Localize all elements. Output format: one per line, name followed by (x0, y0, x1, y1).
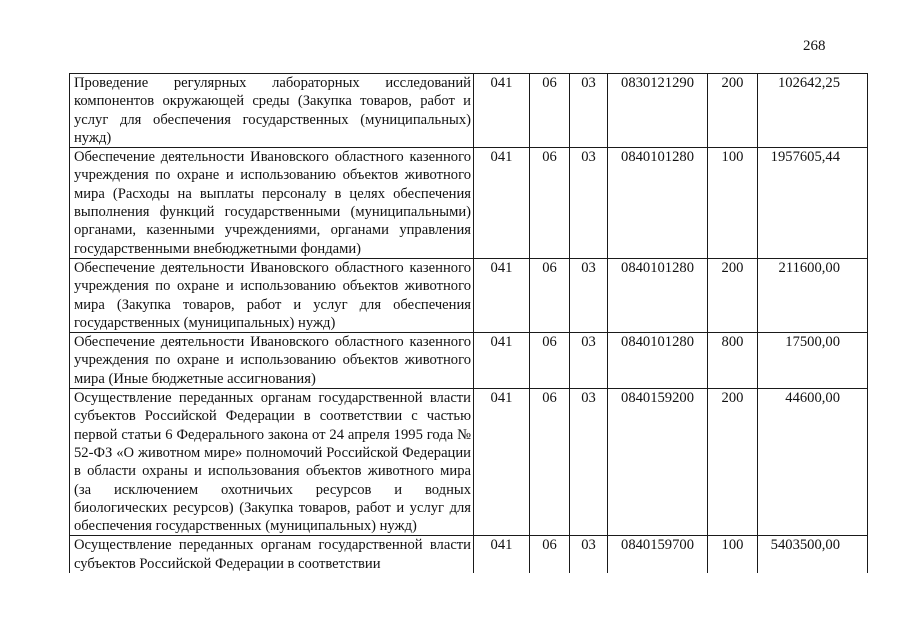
amount-cell: 1957605,44 (758, 148, 868, 259)
expense-name-cell: Проведение регулярных лабораторных исследований компонентов окружающей среды (Закупка товаров, работ и услуг для обеспечения государственных (муниципальных) нужд) (70, 74, 474, 148)
amount-cell: 5403500,00 (758, 536, 868, 573)
expense-name-cell: Обеспечение деятельности Ивановского областного казенного учреждения по охране и использованию объектов животного мира (Закупка товаров, работ и услуг для обеспечения государственных (муниципальных) нужд) (70, 258, 474, 332)
section-code-cell: 06 (530, 536, 570, 573)
subsection-code-cell: 03 (570, 258, 608, 332)
target-article-cell: 0840101280 (608, 333, 708, 389)
expense-name-cell: Обеспечение деятельности Ивановского областного казенного учреждения по охране и использованию объектов животного мира (Иные бюджетные ассигнования) (70, 333, 474, 389)
section-code-cell: 06 (530, 258, 570, 332)
expense-type-cell: 200 (708, 258, 758, 332)
section-code-cell: 06 (530, 74, 570, 148)
section-code-cell: 06 (530, 148, 570, 259)
amount-cell: 44600,00 (758, 389, 868, 536)
table-row (70, 389, 868, 536)
budget-table (69, 73, 868, 573)
table-row (70, 258, 868, 332)
table-row (70, 74, 868, 148)
ministry-code-cell: 041 (474, 258, 530, 332)
table-row (70, 536, 868, 573)
table-row (70, 148, 868, 259)
ministry-code-cell: 041 (474, 536, 530, 573)
ministry-code-cell: 041 (474, 389, 530, 536)
expense-name-cell: Осуществление переданных органам государственной власти субъектов Российской Федерации в соответствии (70, 536, 474, 573)
amount-cell: 17500,00 (758, 333, 868, 389)
page-bottom-margin (0, 582, 905, 640)
ministry-code-cell: 041 (474, 333, 530, 389)
target-article-cell: 0840101280 (608, 148, 708, 259)
subsection-code-cell: 03 (570, 333, 608, 389)
target-article-cell: 0840159200 (608, 389, 708, 536)
expense-name-cell: Обеспечение деятельности Ивановского областного казенного учреждения по охране и использованию объектов животного мира (Расходы на выплаты персоналу в целях обеспечения выполнения функций государственными (муниципальными) органами, казенными учреждениями, органами управления государственными внебюджетными фондами) (70, 148, 474, 259)
section-code-cell: 06 (530, 389, 570, 536)
target-article-cell: 0830121290 (608, 74, 708, 148)
expense-type-cell: 200 (708, 389, 758, 536)
section-code-cell: 06 (530, 333, 570, 389)
ministry-code-cell: 041 (474, 74, 530, 148)
expense-type-cell: 100 (708, 536, 758, 573)
ministry-code-cell: 041 (474, 148, 530, 259)
target-article-cell: 0840159700 (608, 536, 708, 573)
subsection-code-cell: 03 (570, 536, 608, 573)
expense-type-cell: 200 (708, 74, 758, 148)
target-article-cell: 0840101280 (608, 258, 708, 332)
amount-cell: 211600,00 (758, 258, 868, 332)
subsection-code-cell: 03 (570, 74, 608, 148)
expense-name-cell: Осуществление переданных органам государственной власти субъектов Российской Федерации в соответствии с частью первой статьи 6 Федерального закона от 24 апреля 1995 года № 52-ФЗ «О животном мире» полномочий Российской Федерации в области охраны и использования объектов животного мира (за исключением охотничьих ресурсов и водных биологических ресурсов) (Закупка товаров, работ и услуг для обеспечения государственных (муниципальных) нужд) (70, 389, 474, 536)
page-number: 268 (803, 38, 826, 54)
expense-type-cell: 100 (708, 148, 758, 259)
subsection-code-cell: 03 (570, 389, 608, 536)
amount-cell: 102642,25 (758, 74, 868, 148)
subsection-code-cell: 03 (570, 148, 608, 259)
expense-type-cell: 800 (708, 333, 758, 389)
table-row (70, 333, 868, 389)
